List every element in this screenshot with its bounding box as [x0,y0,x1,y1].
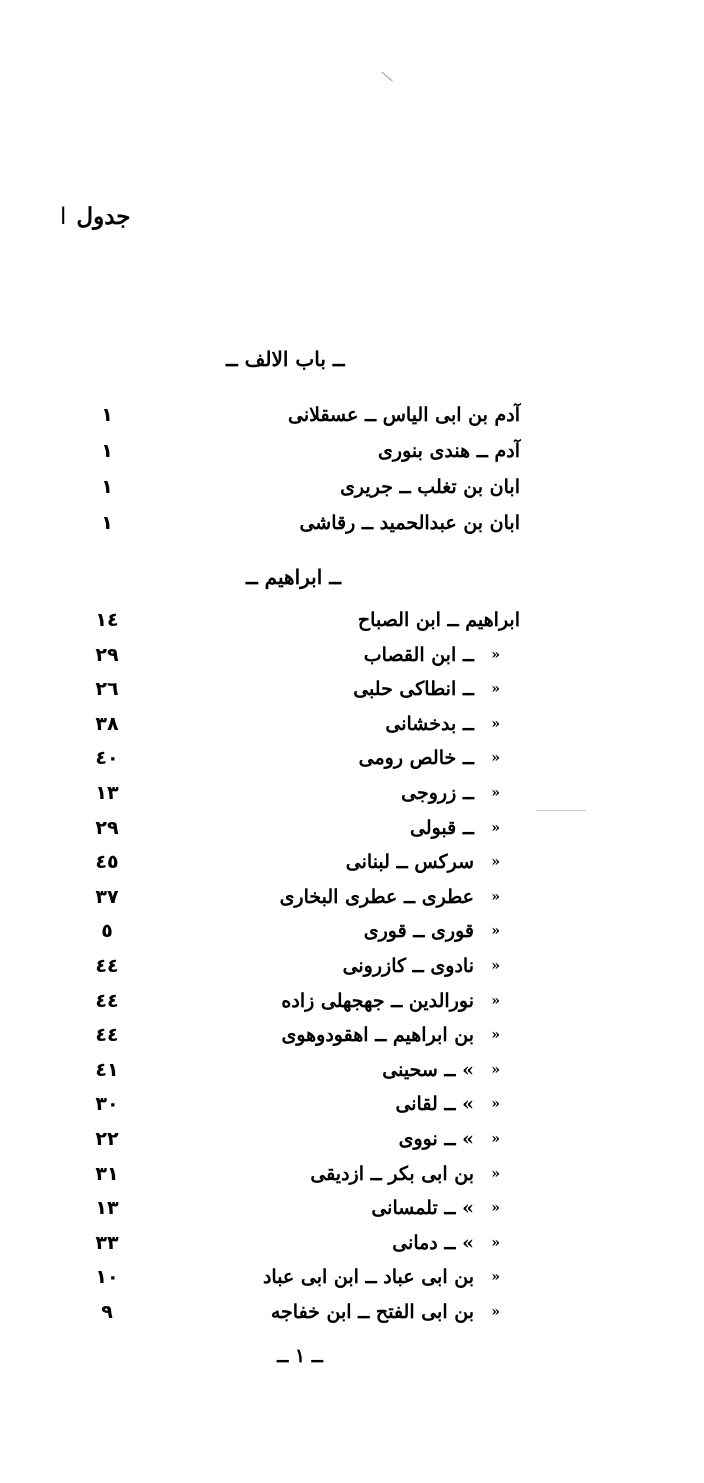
ditto-mark: » [491,854,500,871]
page-number: ــ ١ ــ [277,1345,323,1367]
ditto-mark: » [491,715,500,732]
entry-name: قوری ــ قوری [363,920,474,943]
entry-page-number: ١ [101,512,113,534]
entry-name: ــ قبولی [409,816,474,839]
entry-page-number: ٤٥ [95,851,119,874]
index-entry [0,436,704,470]
entry-page-number: ٤٤ [95,955,119,977]
section-title-ibrahim: ــ ابراهیم ــ [246,565,341,589]
entry-page-number: ٤٠ [95,747,119,770]
entry-name: بن ابی الفتح ــ ابن خفاجه [270,1301,474,1323]
entry-page-number: ٣٣ [95,1231,119,1254]
entry-name: ابراهیم ــ ابن الصباح [357,609,520,631]
entry-name: نادوی ــ کازرونی [342,955,474,977]
index-entry [0,1020,704,1054]
entry-page-number: ٣٧ [95,885,119,908]
index-entry [0,778,704,812]
entry-page-number: ١٤ [95,609,119,631]
entry-name: » ــ سحینی [382,1058,474,1081]
ditto-mark: » [491,819,500,836]
entry-name: ــ خالص رومی [358,747,474,770]
table-header-label [60,203,131,230]
entry-name: عطری ــ عطری البخاری [279,885,474,908]
ditto-mark: » [491,1061,500,1078]
index-entry [0,743,704,777]
index-entry [0,400,704,434]
index-entry [0,1262,704,1296]
entry-page-number: ٣٨ [95,712,119,735]
ditto-mark: » [491,1269,500,1286]
entry-name: » ــ نووی [398,1128,474,1150]
ditto-mark: » [491,750,500,767]
entry-page-number: ٤٤ [95,1024,119,1047]
index-entry [0,1228,704,1262]
index-entry [0,709,704,743]
entry-name: بن ابراهیم ــ اهقودوهوی [281,1024,474,1047]
entry-name: » ــ تلمسانی [371,1197,474,1220]
entry-name: بن ابی عباد ــ ابن ابی عباد [262,1266,474,1289]
entry-page-number: ١ [101,440,113,462]
header-mark: ا [60,204,67,230]
index-entry [0,951,704,985]
index-entry [0,674,704,708]
entry-name: بن ابی بکر ــ ازدیقی [310,1162,474,1185]
entry-page-number: ٣١ [95,1162,119,1185]
ditto-mark: » [491,992,500,1009]
ditto-mark: » [491,888,500,905]
index-entry [0,986,704,1020]
index-entry [0,472,704,506]
entry-name: ــ بدخشانی [385,712,474,735]
entry-page-number: ٢٩ [95,643,119,666]
ditto-mark: » [491,1096,500,1113]
entry-name: ابان بن تغلب ــ جریری [340,476,520,498]
stray-ink-mark [381,72,392,82]
entry-page-number: ٢٢ [95,1128,119,1150]
entry-page-number: ١٣ [95,1197,119,1220]
index-entry [0,916,704,950]
index-entry [0,847,704,881]
entry-name: » ــ دمانی [392,1231,474,1254]
section-title-bab-alif: ــ باب الالف ــ [226,347,345,371]
index-entry [0,1297,704,1331]
entry-page-number: ٢٦ [95,678,119,701]
entry-name: ــ انطاکی حلبی [353,678,474,701]
ditto-mark: » [491,923,500,940]
header-title: جدول [76,203,131,230]
entry-page-number: ٤١ [95,1058,119,1081]
ditto-mark: » [491,1304,500,1320]
ditto-mark: » [491,1234,500,1251]
ditto-mark: » [491,646,500,663]
index-entry [0,1124,704,1158]
entry-name: ــ زروجی [401,782,474,804]
index-entry [0,508,704,542]
index-entry [0,605,704,639]
entry-page-number: ٥ [101,920,113,943]
ditto-mark: » [491,681,500,698]
index-entry [0,1055,704,1089]
entry-page-number: ١ [101,404,113,426]
index-entry [0,1089,704,1123]
entry-page-number: ٩ [101,1301,113,1323]
index-entry [0,1159,704,1193]
entry-name: آدم ــ هندی بنوری [378,440,520,462]
entry-page-number: ١ [101,476,113,498]
index-entry [0,1193,704,1227]
entry-page-number: ٤٤ [95,989,119,1012]
entry-name: ابان بن عبدالحمید ــ رقاشی [299,512,520,534]
entry-page-number: ١٣ [95,782,119,804]
ditto-mark: » [491,958,500,974]
ditto-mark: » [491,785,500,801]
index-entry [0,813,704,847]
entry-name: نورالدین ــ جهجهلی زاده [281,989,474,1012]
entry-name: سرکس ــ لبنانی [345,851,474,874]
entry-name: آدم بن ابی الیاس ــ عسقلانی [287,404,520,426]
ditto-mark: » [491,1200,500,1217]
entry-page-number: ١٠ [95,1266,119,1289]
entry-name: ــ ابن القصاب [363,643,474,666]
entry-page-number: ٣٠ [95,1093,119,1116]
ditto-mark: » [491,1027,500,1044]
ditto-mark: » [491,1165,500,1182]
index-entry [0,640,704,674]
index-entry [0,882,704,916]
ditto-mark: » [491,1131,500,1147]
entry-name: » ــ لقانی [395,1093,474,1116]
entry-page-number: ٢٩ [95,816,119,839]
